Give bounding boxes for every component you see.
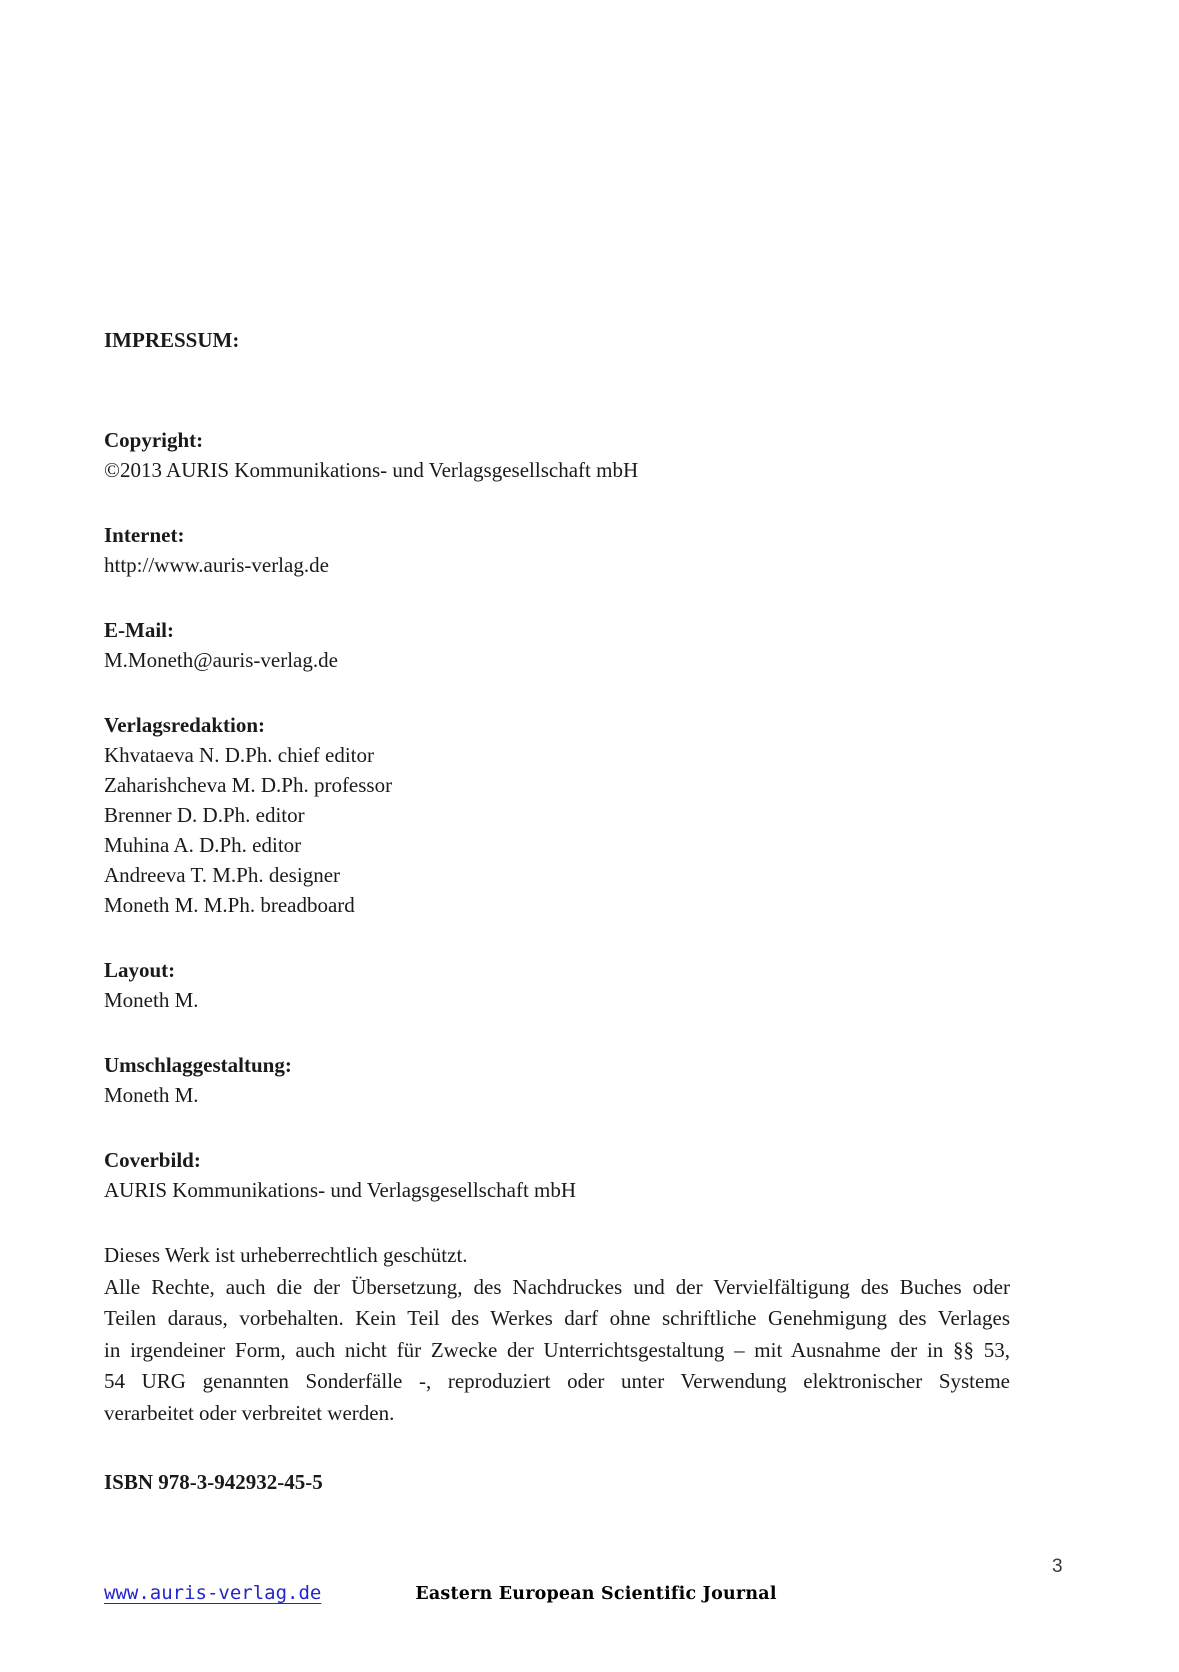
footer-journal-name: Eastern European Scientific Journal <box>415 1584 777 1604</box>
copyright-value: ©2013 AURIS Kommunikations- und Verlagsgesellschaft mbH <box>104 458 639 482</box>
cover-design-heading: Umschlaggestaltung: <box>104 1053 292 1077</box>
copyright-notice-line: Teilen daraus, vorbehalten. Kein Teil des Werkes darf ohne schriftliche Genehmigung des Verlages <box>104 1306 1010 1330</box>
editor-entry: Moneth M. M.Ph. breadboard <box>104 893 355 917</box>
cover-image-section <box>104 1145 1010 1205</box>
impressum-heading: IMPRESSUM: <box>104 328 240 352</box>
email-address: M.Moneth@auris-verlag.de <box>104 648 338 672</box>
copyright-notice-intro: Dieses Werk ist urheberrechtlich geschützt. <box>104 1243 468 1267</box>
isbn-section <box>104 1467 1010 1497</box>
copyright-heading: Copyright: <box>104 428 204 452</box>
copyright-notice-line: verarbeitet oder verbreitet werden. <box>104 1400 395 1425</box>
page-content <box>104 0 1010 1497</box>
layout-heading: Layout: <box>104 958 176 982</box>
editor-entry: Andreeva T. M.Ph. designer <box>104 863 341 887</box>
cover-design-value: Moneth M. <box>104 1083 199 1107</box>
page-footer <box>104 1582 1024 1604</box>
copyright-section <box>104 425 1010 485</box>
internet-heading: Internet: <box>104 523 185 547</box>
copyright-notice-line: in irgendeiner Form, auch nicht für Zwecke der Unterrichtsgestaltung – mit Ausnahme der in §§ 53, <box>104 1337 1010 1362</box>
copyright-notice-line: 54 URG genannten Sonderfälle -, reproduziert oder unter Verwendung elektronischer Systeme <box>104 1369 1010 1393</box>
editorial-section <box>104 710 1010 920</box>
editor-entry: Zaharishcheva M. D.Ph. professor <box>104 773 393 797</box>
editor-entry: Muhina A. D.Ph. editor <box>104 833 302 857</box>
copyright-notice-line: Alle Rechte, auch die der Übersetzung, des Nachdruckes und der Vervielfältigung des Buches oder <box>104 1274 1010 1299</box>
internet-url: http://www.auris-verlag.de <box>104 553 329 577</box>
layout-value: Moneth M. <box>104 988 199 1012</box>
editor-entry: Khvataeva N. D.Ph. chief editor <box>104 743 374 767</box>
isbn: ISBN 978-3-942932-45-5 <box>104 1470 323 1494</box>
internet-section <box>104 520 1010 580</box>
cover-image-value: AURIS Kommunikations- und Verlagsgesellschaft mbH <box>104 1178 577 1202</box>
copyright-notice <box>104 1240 1010 1429</box>
footer-website-link[interactable]: www.auris-verlag.de <box>104 1582 322 1604</box>
page-number: 3 <box>1052 1556 1063 1577</box>
editor-entry: Brenner D. D.Ph. editor <box>104 803 305 827</box>
email-section <box>104 615 1010 675</box>
cover-design-section <box>104 1050 1010 1110</box>
layout-section <box>104 955 1010 1015</box>
email-heading: E-Mail: <box>104 618 174 642</box>
cover-image-heading: Coverbild: <box>104 1148 201 1172</box>
editorial-heading: Verlagsredaktion: <box>104 713 266 737</box>
